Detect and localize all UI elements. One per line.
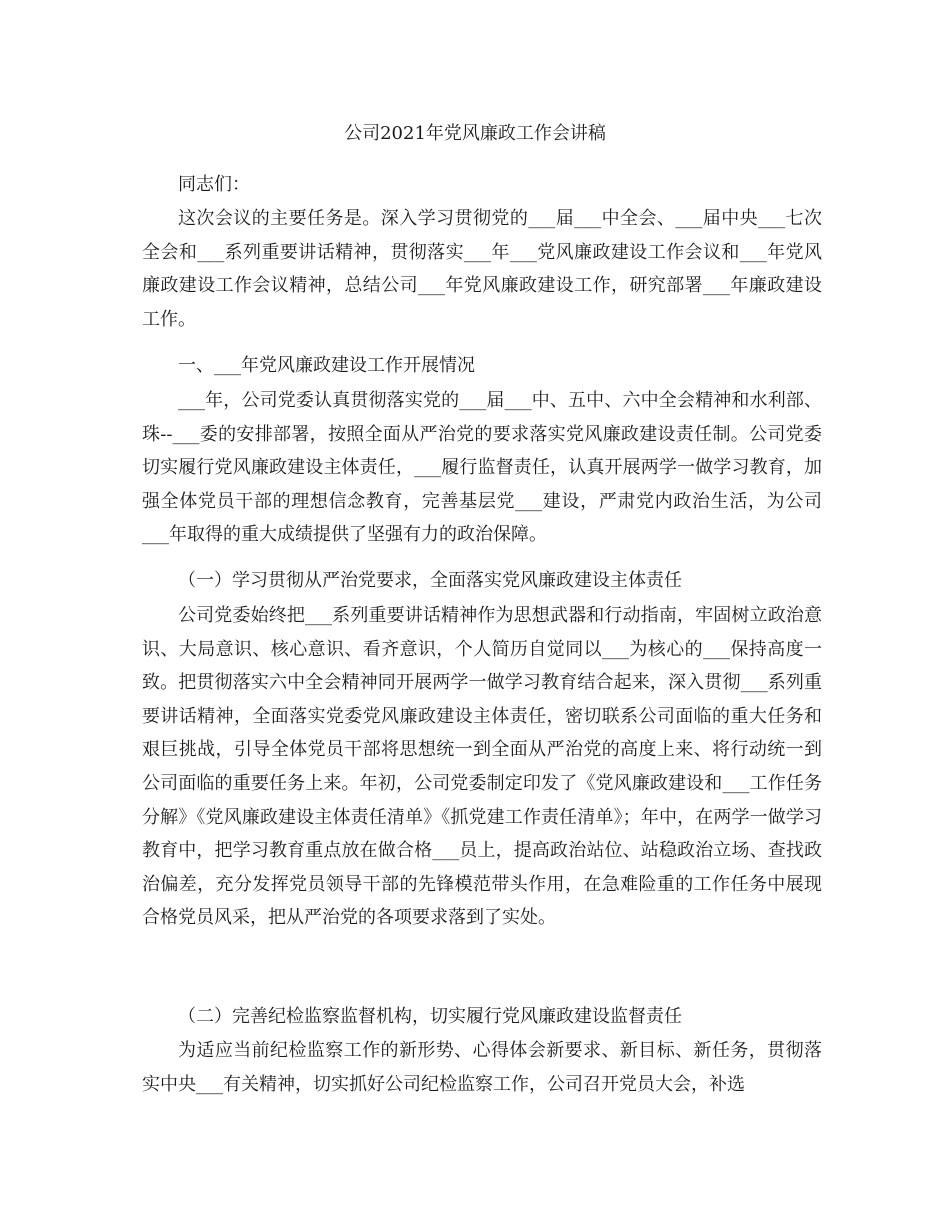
- paragraph-supervision: 为适应当前纪检监察工作的新形势、心得体会新要求、新目标、新任务，贯彻落实中央___有关精神，切实抓好公司纪检监察工作，公司召开党员大会，补选: [142, 1040, 822, 1095]
- paragraph-work-overview: ___年，公司党委认真贯彻落实党的___届___中、五中、六中全会精神和水利部、珠--___委的安排部署，按照全面从严治党的要求落实党风廉政建设责任制。公司党委切实履行党风廉政建设主体责任，___履行监督责任，认真开展两学一做学习教育，加强全体党员干部的理想信念教育，完善基层党___建设，严肃党内政治生活，为公司___年取得的重大成绩提供了坚强有力的政治保障。: [142, 390, 822, 546]
- paragraph-meeting-tasks: 这次会议的主要任务是。深入学习贯彻党的___届___中全会、___届中央___七次全会和___系列重要讲话精神，贯彻落实___年___党风廉政建设工作会议和___年党风廉政建设工作会议精神，总结公司___年党风廉政建设工作，研究部署___年廉政建设工作。: [142, 208, 822, 330]
- document-title: 公司2021年党风廉政工作会讲稿: [344, 123, 606, 144]
- subsection-heading-2: （二）完善纪检监察监督机构，切实履行党风廉政建设监督责任: [178, 1006, 682, 1027]
- section-heading-1: 一、___年党风廉政建设工作开展情况: [178, 355, 475, 376]
- greeting: 同志们：: [178, 174, 250, 195]
- subsection-heading-1: （一）学习贯彻从严治党要求，全面落实党风廉政建设主体责任: [178, 570, 682, 591]
- paragraph-main-responsibility: 公司党委始终把___系列重要讲话精神作为思想武器和行动指南，牢固树立政治意识、大局意识、核心意识、看齐意识，个人简历自觉同以___为核心的___保持高度一致。把贯彻落实六中全会精神同开展两学一做学习教育结合起来，深入贯彻___系列重要讲话精神，全面落实党委党风廉政建设主体责任，密切联系公司面临的重大任务和艰巨挑战，引导全体党员干部将思想统一到全面从严治党的高度上来、将行动统一到公司面临的重要任务上来。年初，公司党委制定印发了《党风廉政建设和___工作任务分解》《党风廉政建设主体责任清单》《抓党建工作责任清单》；年中，在两学一做学习教育中，把学习教育重点放在做合格___员上，提高政治站位、站稳政治立场、查找政治偏差，充分发挥党员领导干部的先锋模范带头作用，在急难险重的工作任务中展现合格党员风采，把从严治党的各项要求落到了实处。: [142, 605, 822, 929]
